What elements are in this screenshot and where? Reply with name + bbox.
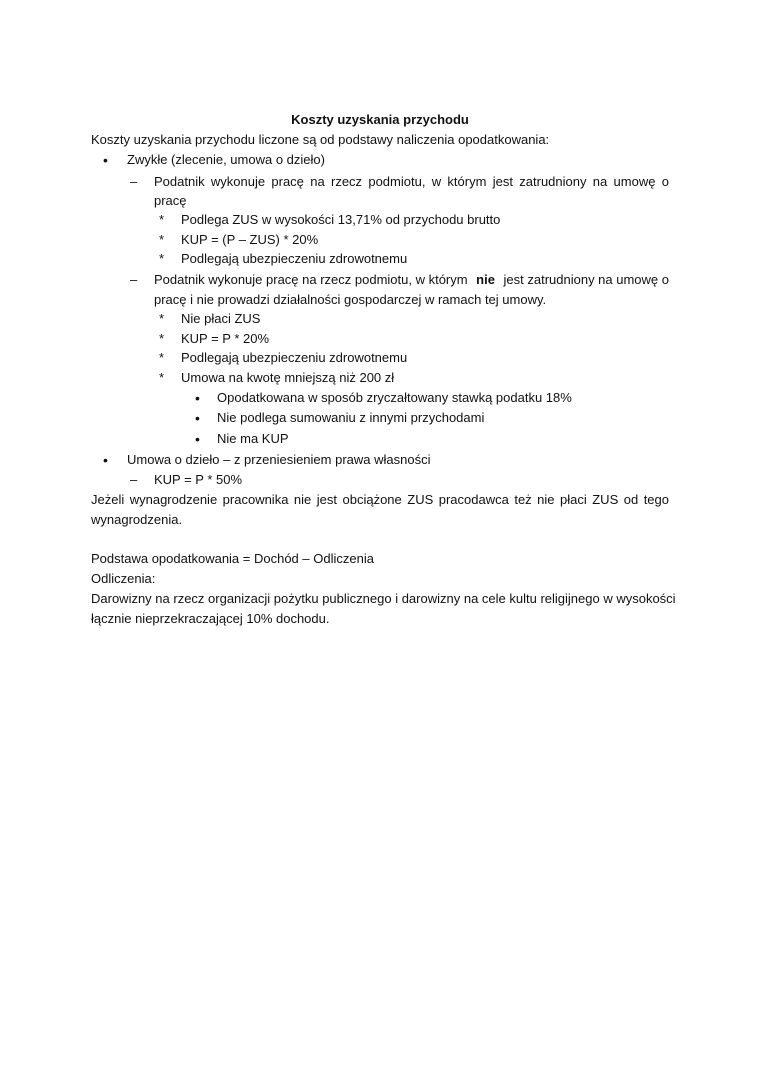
section-zwykle-label: Zwykłe (zlecenie, umowa o dzieło) xyxy=(127,152,325,167)
bullet-marker: • xyxy=(103,452,108,468)
deductions-line1: Darowizny na rzecz organizacji pożytku publicznego i darowizny na cele kultu religijnego w wysokości xyxy=(91,591,676,606)
case1-item: KUP = (P – ZUS) * 20% xyxy=(181,232,319,247)
bullet-marker: • xyxy=(195,410,200,426)
case2-line1-bold: nie xyxy=(476,272,495,287)
dash-marker: – xyxy=(130,272,138,287)
case1-item: Podlegają ubezpieczeniu zdrowotnemu xyxy=(181,251,408,266)
case2-subitem: Nie ma KUP xyxy=(217,431,289,446)
dash-marker: – xyxy=(130,174,138,189)
bullet-marker: • xyxy=(103,152,108,168)
section2-item: KUP = P * 50% xyxy=(154,472,243,487)
deductions-line2: łącznie nieprzekraczającej 10% dochodu. xyxy=(91,611,330,626)
case2-item: Umowa na kwotę mniejszą niż 200 zł xyxy=(181,370,395,385)
note-line2: wynagrodzenia. xyxy=(91,512,183,527)
case2-item: Nie płaci ZUS xyxy=(181,311,261,326)
tax-base: Podstawa opodatkowania = Dochód – Odliczenia xyxy=(91,551,374,566)
asterisk-marker: * xyxy=(159,311,165,326)
bullet-marker: • xyxy=(195,390,200,406)
case2-line1 xyxy=(154,270,669,290)
asterisk-marker: * xyxy=(159,350,165,365)
case2-line1-after: jest zatrudniony na umowę o xyxy=(503,272,669,287)
section-umowa-label: Umowa o dzieło – z przeniesieniem prawa własności xyxy=(127,452,431,467)
intro-text: Koszty uzyskania przychodu liczone są od podstawy naliczenia opodatkowania: xyxy=(91,132,550,147)
asterisk-marker: * xyxy=(159,331,165,346)
asterisk-marker: * xyxy=(159,370,165,385)
case2-subitem: Opodatkowana w sposób zryczałtowany stawką podatku 18% xyxy=(217,390,572,405)
case2-line1-before: Podatnik wykonuje pracę na rzecz podmiotu, w którym xyxy=(154,272,468,287)
asterisk-marker: * xyxy=(159,232,165,247)
case1-line2: pracę xyxy=(154,193,187,208)
bullet-marker: • xyxy=(195,431,200,447)
case2-item: Podlegają ubezpieczeniu zdrowotnemu xyxy=(181,350,408,365)
case2-item: KUP = P * 20% xyxy=(181,331,270,346)
case1-item: Podlega ZUS w wysokości 13,71% od przychodu brutto xyxy=(181,212,501,227)
case2-line2: pracę i nie prowadzi działalności gospodarczej w ramach tej umowy. xyxy=(154,292,547,307)
deductions-label: Odliczenia: xyxy=(91,571,156,586)
case2-subitem: Nie podlega sumowaniu z innymi przychodami xyxy=(217,410,485,425)
asterisk-marker: * xyxy=(159,251,165,266)
document-title: Koszty uzyskania przychodu xyxy=(291,112,469,127)
note-line1: Jeżeli wynagrodzenie pracownika nie jest obciążone ZUS pracodawca też nie płaci ZUS od tego xyxy=(91,492,669,507)
case1-line1: Podatnik wykonuje pracę na rzecz podmiotu, w którym jest zatrudniony na umowę o xyxy=(154,174,669,189)
asterisk-marker: * xyxy=(159,212,165,227)
dash-marker: – xyxy=(130,472,138,487)
